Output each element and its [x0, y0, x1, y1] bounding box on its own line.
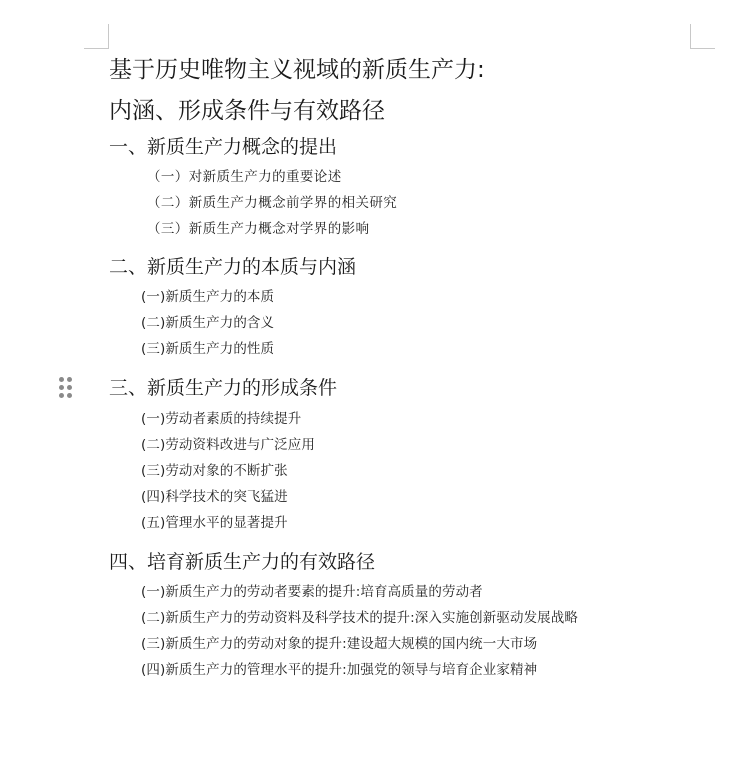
section-2-item-2: (二)新质生产力的含义 — [141, 315, 275, 331]
document-title-line-2: 内涵、形成条件与有效路径 — [109, 98, 385, 124]
section-2-heading: 二、新质生产力的本质与内涵 — [109, 256, 357, 278]
section-1-item-3: （三）新质生产力概念对学界的影响 — [147, 221, 370, 237]
section-1-item-2: （二）新质生产力概念前学界的相关研究 — [147, 195, 398, 211]
section-4-heading: 四、培育新质生产力的有效路径 — [109, 551, 376, 573]
section-4-item-4: (四)新质生产力的管理水平的提升:加强党的领导与培育企业家精神 — [141, 662, 538, 678]
section-2-item-3: (三)新质生产力的性质 — [141, 341, 275, 357]
section-1-item-1: （一）对新质生产力的重要论述 — [147, 169, 342, 185]
section-4-item-1: (一)新质生产力的劳动者要素的提升:培育高质量的劳动者 — [141, 584, 483, 600]
section-2-item-1: (一)新质生产力的本质 — [141, 289, 275, 305]
section-1-heading: 一、新质生产力概念的提出 — [109, 136, 338, 158]
drag-handle-icon[interactable] — [59, 377, 71, 399]
page-corner-mark-top-right — [690, 24, 715, 49]
section-3-item-4: (四)科学技术的突飞猛进 — [141, 489, 288, 505]
section-3-item-5: (五)管理水平的显著提升 — [141, 515, 288, 531]
page-corner-mark-top-left — [84, 24, 109, 49]
section-3-heading: 三、新质生产力的形成条件 — [109, 377, 338, 399]
section-3-item-1: (一)劳动者素质的持续提升 — [141, 411, 302, 427]
section-4-item-3: (三)新质生产力的劳动对象的提升:建设超大规模的国内统一大市场 — [141, 636, 538, 652]
document-title-line-1: 基于历史唯物主义视域的新质生产力: — [109, 57, 485, 83]
section-4-item-2: (二)新质生产力的劳动资料及科学技术的提升:深入实施创新驱动发展战略 — [141, 610, 578, 626]
section-3-item-3: (三)劳动对象的不断扩张 — [141, 463, 288, 479]
section-3-item-2: (二)劳动资料改进与广泛应用 — [141, 437, 315, 453]
